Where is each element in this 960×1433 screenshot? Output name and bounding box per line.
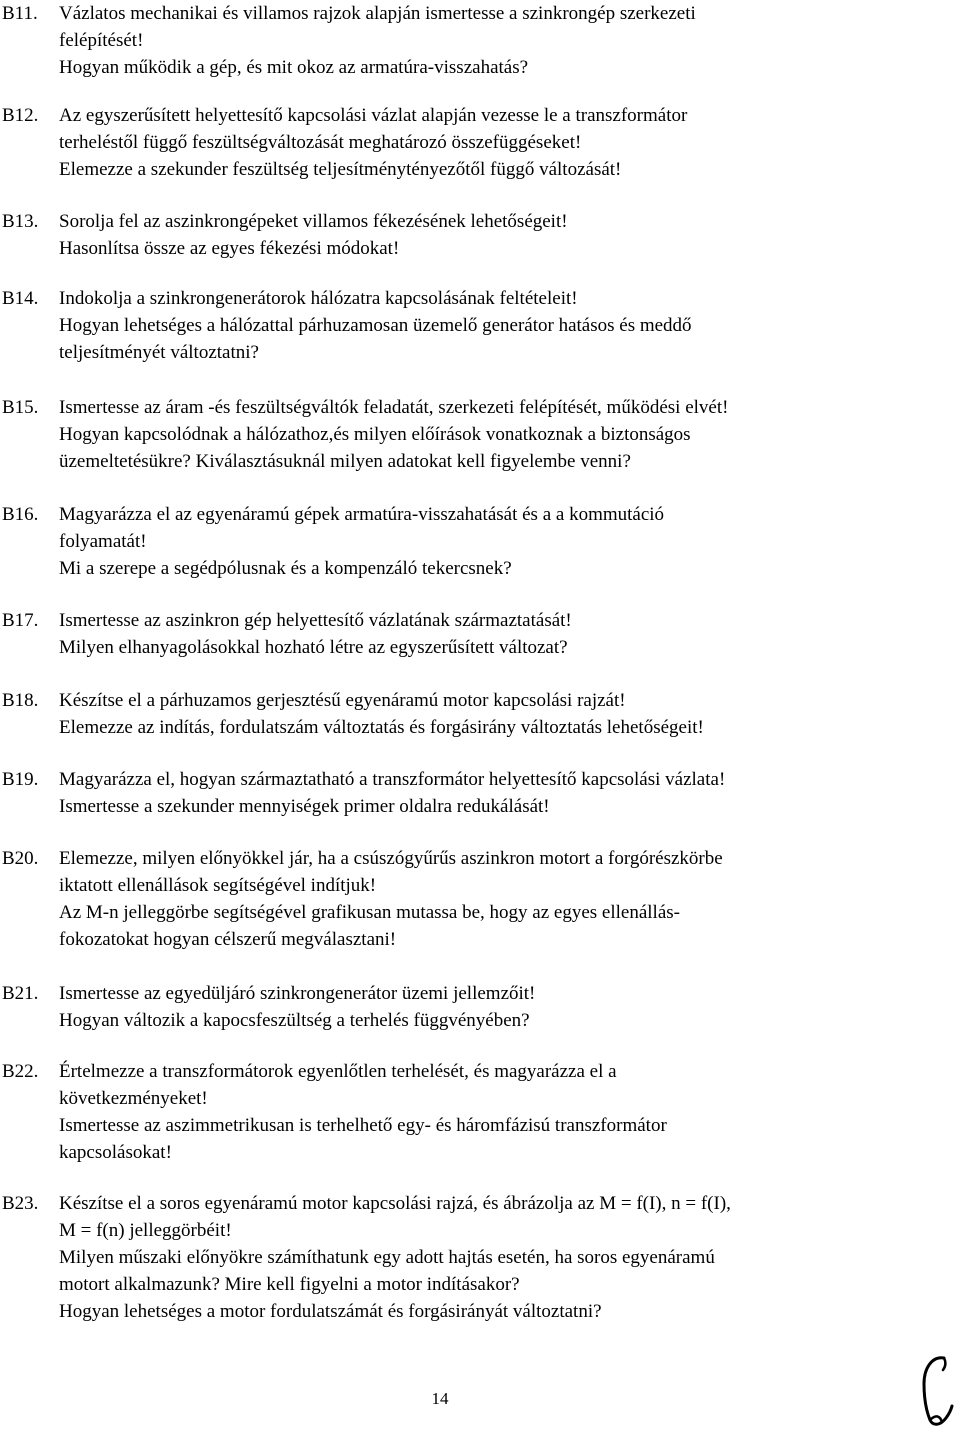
question-line: Vázlatos mechanikai és villamos rajzok alapján ismertesse a szinkrongép szerkezeti [59,3,696,24]
question-label: B16. [2,504,39,525]
question-line: Magyarázza el az egyenáramú gépek armatúra-visszahatását és a a kommutáció [59,504,665,525]
question-text [59,102,939,183]
question-line: Indokolja a szinkrongenerátorok hálózatra kapcsolásának feltételeit! [59,288,578,309]
question-text [59,394,939,475]
question-line: Ismertesse a szekunder mennyiségek primer oldalra redukálását! [59,796,550,817]
question-line: Elemezze, milyen előnyökkel jár, ha a csúszógyűrűs aszinkron motort a forgórészkörbe [59,848,723,869]
question-label: B15. [2,397,39,418]
question-label: B22. [2,1061,39,1082]
question-label: B21. [2,983,39,1004]
question-line: Ismertesse az áram -és feszültségváltók feladatát, szerkezeti felépítését, működési elvét! [59,397,729,418]
question-text [59,687,939,741]
question-line: Készítse el a soros egyenáramú motor kapcsolási rajzá, és ábrázolja az M = f(I), n = f(I), [59,1193,731,1214]
question-line: Sorolja fel az aszinkrongépeket villamos fékezésének lehetőségeit! [59,211,568,232]
question-line: Hogyan lehetséges a motor fordulatszámát és forgásirányát változtatni? [59,1301,602,1322]
question-line: Ismertesse az aszinkron gép helyettesítő vázlatának származtatását! [59,610,572,631]
question-label: B11. [2,3,38,24]
question-text [59,0,939,81]
question-label: B13. [2,211,39,232]
question-line: fokozatokat hogyan célszerű megválasztani! [59,929,397,950]
question-line: Mi a szerepe a segédpólusnak és a kompenzáló tekercsnek? [59,558,512,579]
question-line: üzemeltetésükre? Kiválasztásuknál milyen adatokat kell figyelembe venni? [59,451,631,472]
question-label: B23. [2,1193,39,1214]
question-line: Elemezze a szekunder feszültség teljesítménytényezőtől függő változását! [59,159,622,180]
question-line: Milyen műszaki előnyökre számíthatunk egy adott hajtás esetén, ha soros egyenáramú [59,1247,715,1268]
question-text [59,980,939,1034]
question-label: B12. [2,105,39,126]
question-label: B14. [2,288,39,309]
page-number: 14 [431,1389,449,1408]
question-label: B17. [2,610,39,631]
question-line: Készítse el a párhuzamos gerjesztésű egyenáramú motor kapcsolási rajzát! [59,690,626,711]
question-text [59,607,939,661]
question-line: motort alkalmazunk? Mire kell figyelni a motor indításakor? [59,1274,520,1295]
question-text [59,208,939,262]
question-text [59,766,939,820]
question-line: Ismertesse az egyedüljáró szinkrongenerátor üzemi jellemzőit! [59,983,536,1004]
question-label: B19. [2,769,39,790]
question-line: Értelmezze a transzformátorok egyenlőtlen terhelését, és magyarázza el a [59,1061,617,1082]
question-line: Hasonlítsa össze az egyes fékezési módokat! [59,238,400,259]
question-line: következményeket! [59,1088,208,1109]
question-line: M = f(n) jelleggörbéit! [59,1220,232,1241]
question-line: Hogyan lehetséges a hálózattal párhuzamosan üzemelő generátor hatásos és meddő [59,315,692,336]
question-line: teljesítményét változtatni? [59,342,259,363]
question-line: terheléstől függő feszültségváltozását meghatározó összefüggéseket! [59,132,582,153]
question-line: Elemezze az indítás, fordulatszám változtatás és forgásirány változtatás lehetőségeit! [59,717,704,738]
question-text [59,285,939,366]
question-line: felépítését! [59,30,144,51]
question-line: kapcsolásokat! [59,1142,172,1163]
question-text [59,1190,939,1325]
question-text [59,1058,939,1166]
question-label: B20. [2,848,39,869]
question-line: Hogyan változik a kapocsfeszültség a terhelés függvényében? [59,1010,530,1031]
handwritten-initial-icon [918,1354,954,1428]
question-line: Milyen elhanyagolásokkal hozható létre az egyszerűsített változat? [59,637,568,658]
question-line: folyamatát! [59,531,147,552]
question-line: Hogyan működik a gép, és mit okoz az armatúra-visszahatás? [59,57,529,78]
question-line: Ismertesse az aszimmetrikusan is terhelhető egy- és háromfázisú transzformátor [59,1115,667,1136]
question-label: B18. [2,690,39,711]
question-line: iktatott ellenállások segítségével indítjuk! [59,875,377,896]
question-line: Az egyszerűsített helyettesítő kapcsolási vázlat alapján vezesse le a transzformátor [59,105,688,126]
question-line: Az M-n jelleggörbe segítségével grafikusan mutassa be, hogy az egyes ellenállás- [59,902,680,923]
question-line: Magyarázza el, hogyan származtatható a transzformátor helyettesítő kapcsolási vázlata! [59,769,726,790]
question-text [59,845,939,953]
question-text [59,501,939,582]
question-line: Hogyan kapcsolódnak a hálózathoz,és milyen előírások vonatkoznak a biztonságos [59,424,691,445]
